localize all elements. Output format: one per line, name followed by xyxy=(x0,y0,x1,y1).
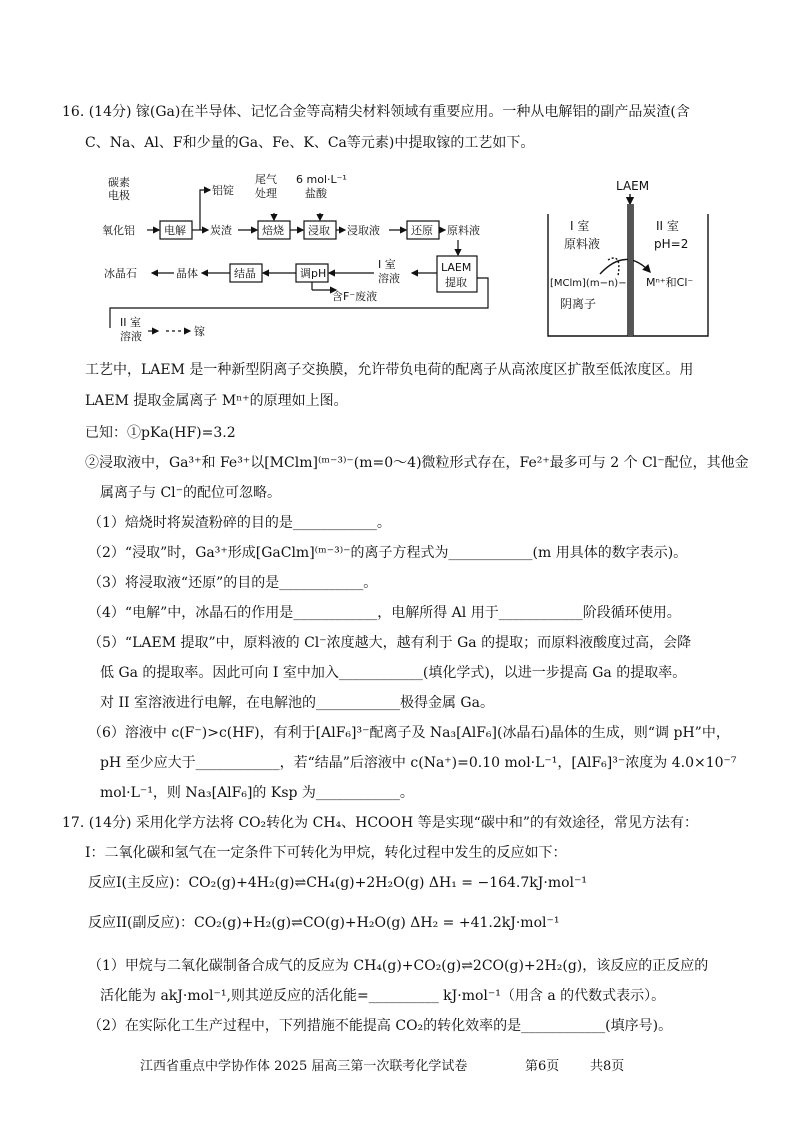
q16-part5b: 低 Ga 的提取率。因此可向 I 室中加入____________(填化学式)，以进一步提高 Ga 的提取率。 xyxy=(100,665,687,681)
label-room2-sol-1: II 室 xyxy=(120,316,141,329)
label-alumina: 氧化铝 xyxy=(102,224,135,237)
q16-part1: （1）焙烧时将炭渣粉碎的目的是____________。 xyxy=(88,515,391,531)
label-tail-gas-2: 处理 xyxy=(255,187,277,200)
q17-part2: （2）在实际化工生产过程中，下列措施不能提高 CO₂的转化效率的是____________(填序号)。 xyxy=(88,1018,673,1034)
q16-known2b: 属离子与 Cl⁻的配位可忽略。 xyxy=(100,485,282,501)
q16-known1: 已知：①pKa(HF)=3.2 xyxy=(85,425,236,441)
q16-known2a: ②浸取液中，Ga³⁺和 Fe³⁺以[MClm]⁽ᵐ⁻³⁾⁻(m=0～4)微粒形式存在，Fe²⁺最多可与 2 个 Cl⁻配位，其他金 xyxy=(85,455,749,471)
q16-text-b: LAEM 提取金属离子 Mⁿ⁺的原理如上图。 xyxy=(85,393,348,409)
label-carbon-electrode-1: 碳素 xyxy=(108,176,130,189)
laem-room2-1: II 室 xyxy=(656,219,679,233)
label-crystal: 晶体 xyxy=(176,267,198,280)
laem-room1-1: I 室 xyxy=(570,219,590,233)
q17-part1a: （1）甲烷与二氧化碳制备合成气的反应为 CH₄(g)+CO₂(g)⇌2CO(g)+2H₂(g)，该反应的正反应的 xyxy=(88,958,709,974)
label-room1-sol-1: I 室 xyxy=(378,258,396,271)
label-cryolite: 冰晶石 xyxy=(104,267,137,280)
label-crystallize: 结晶 xyxy=(234,267,256,280)
label-room2-sol-2: 溶液 xyxy=(120,330,142,343)
label-feed: 原料液 xyxy=(447,224,480,237)
q16-part4: （4）“电解”中，冰晶石的作用是____________，电解所得 Al 用于____________阶段循环使用。 xyxy=(88,605,681,621)
label-adjust-ph: 调pH xyxy=(300,267,327,280)
footer-total: 共8页 xyxy=(590,1059,625,1074)
footer-page: 第6页 xyxy=(525,1059,560,1074)
q16-part6c: mol·L⁻¹，则 Na₃[AlF₆]的 Ksp 为____________。 xyxy=(100,785,414,801)
label-laem-2: 提取 xyxy=(445,276,467,289)
label-room1-sol-2: 溶液 xyxy=(378,272,400,285)
q16-part3: （3）将浸取液“还原”的目的是____________。 xyxy=(88,575,378,591)
q16-part5c: 对 II 室溶液进行电解，在电解池的____________极得金属 Ga。 xyxy=(100,695,494,711)
label-gallium: 镓 xyxy=(194,325,205,338)
label-al-ingot: 铝锭 xyxy=(212,184,234,197)
q16-part2: （2）“浸取”时，Ga³⁺形成[GaClm]⁽ᵐ⁻³⁾⁻的离子方程式为____________(m 用具体的数字表示)。 xyxy=(88,545,688,561)
label-f-waste: 含F⁻废液 xyxy=(332,290,378,303)
label-leachate: 浸取液 xyxy=(347,224,380,237)
q17-stem-line2: I：二氧化碳和氢气在一定条件下可转化为甲烷，转化过程中发生的反应如下： xyxy=(85,845,567,861)
q17-part1b: 活化能为 akJ·mol⁻¹,则其逆反应的活化能=__________ kJ·mol⁻¹（用含 a 的代数式表示）。 xyxy=(100,988,666,1004)
laem-title: LAEM xyxy=(616,179,650,193)
laem-anion: [MClm](m−n)− xyxy=(550,278,627,289)
label-acid-1: 6 mol·L⁻¹ xyxy=(296,173,347,186)
laem-product: Mⁿ⁺和Cl⁻ xyxy=(646,276,694,289)
q17-stem-line1: 17. (14分) 采用化学方法将 CO₂转化为 CH₄、HCOOH 等是实现“碳中和”的有效途径，常见方法有： xyxy=(62,815,698,831)
label-roast: 焙烧 xyxy=(262,224,284,237)
q16-part6a: （6）溶液中 c(F⁻)>c(HF)，有利于[AlF₆]³⁻配离子及 Na₃[AlF₆](冰晶石)晶体的生成，则“调 pH”中， xyxy=(88,725,730,741)
label-carbon-residue: 炭渣 xyxy=(210,224,232,237)
label-carbon-electrode-2: 电极 xyxy=(108,189,130,202)
q17-reaction2: 反应II(副反应)：CO₂(g)+H₂(g)⇌CO(g)+H₂O(g) ΔH₂ = +41.2kJ·mol⁻¹ xyxy=(88,915,560,931)
label-acid-2: 盐酸 xyxy=(305,187,327,200)
q16-part6b: pH 至少应大于____________，若“结晶”后溶液中 c(Na⁺)=0.10 mol·L⁻¹，[AlF₆]³⁻浓度为 4.0×10⁻⁷ xyxy=(100,755,737,771)
q16-part5a: （5）“LAEM 提取”中，原料液的 Cl⁻浓度越大，越有利于 Ga 的提取；而原料液酸度过高，会降 xyxy=(88,635,692,651)
label-tail-gas-1: 尾气 xyxy=(255,173,277,186)
laem-principle-diagram xyxy=(538,176,718,346)
q17-reaction1: 反应I(主反应)：CO₂(g)+4H₂(g)⇌CH₄(g)+2H₂O(g) ΔH₁ = −164.7kJ·mol⁻¹ xyxy=(88,875,588,891)
footer-exam-title: 江西省重点中学协作体 2025 届高三第一次联考化学试卷 xyxy=(140,1059,468,1074)
membrane xyxy=(628,204,633,336)
process-flow-diagram xyxy=(100,168,520,348)
q16-stem-line2: C、Na、Al、F和少量的Ga、Fe、K、Ca等元素)中提取镓的工艺如下。 xyxy=(85,135,535,151)
laem-room2-2: pH=2 xyxy=(654,237,689,251)
label-laem-1: LAEM xyxy=(441,261,472,274)
laem-room1-2: 原料液 xyxy=(564,237,601,251)
label-electrolysis: 电解 xyxy=(164,224,186,237)
q16-text-a: 工艺中，LAEM 是一种新型阴离子交换膜，允许带负电荷的配离子从高浓度区扩散至低浓度区。用 xyxy=(85,362,694,378)
laem-anion-label: 阴离子 xyxy=(560,297,597,311)
q16-stem-line1: 16. (14分) 镓(Ga)在半导体、记忆合金等高精尖材料领域有重要应用。一种从电解铝的副产品炭渣(含 xyxy=(62,104,690,120)
label-leach: 浸取 xyxy=(308,224,330,237)
label-reduce: 还原 xyxy=(411,224,433,237)
